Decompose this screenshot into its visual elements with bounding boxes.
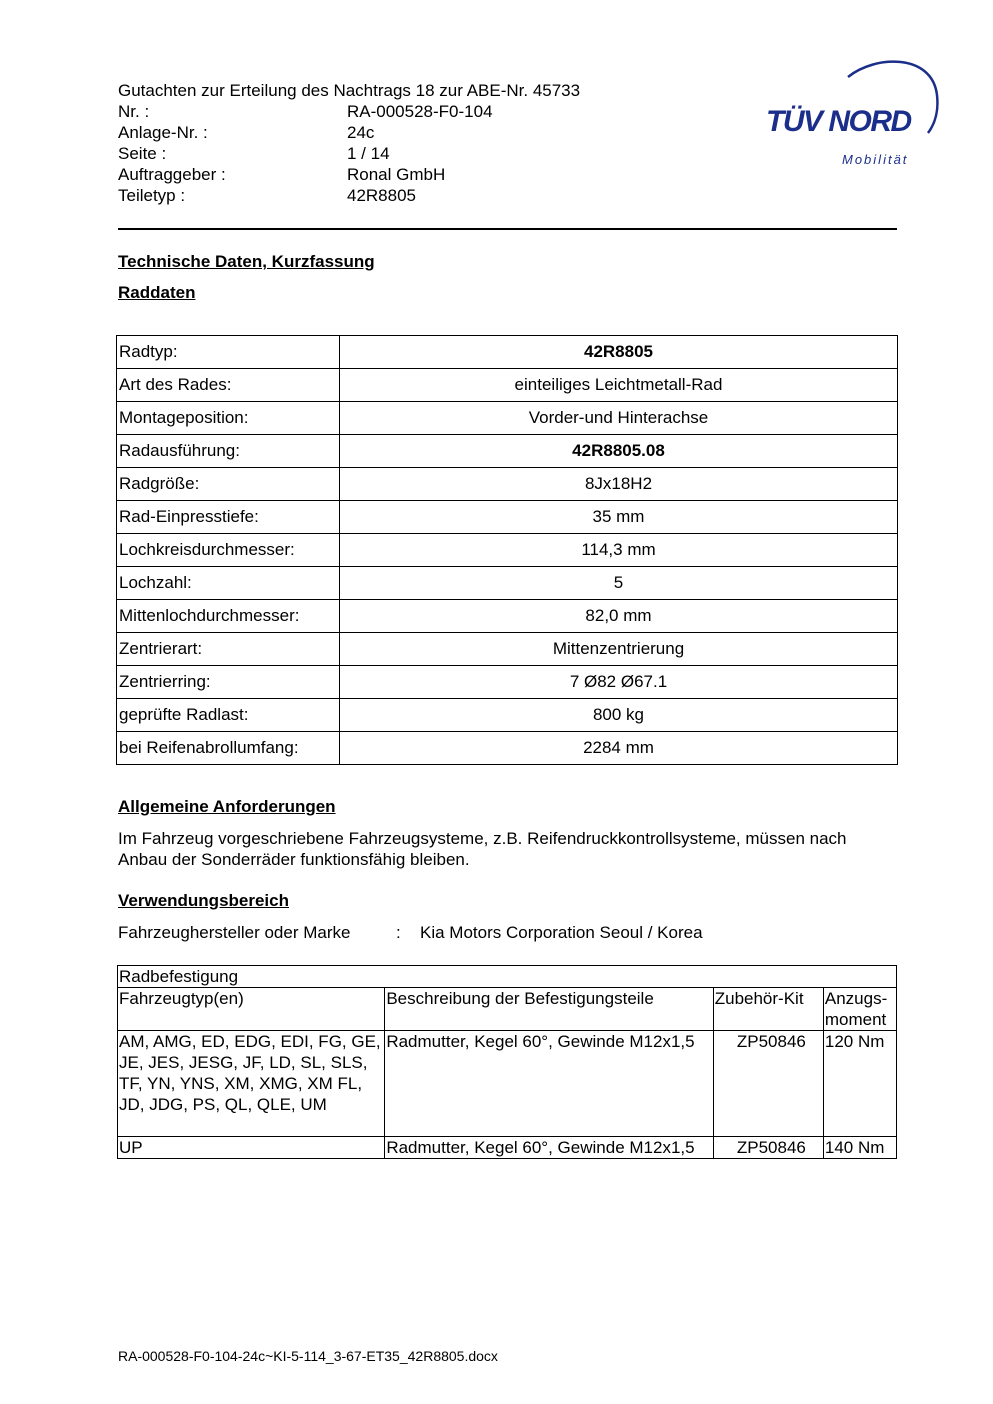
header-label: Teiletyp : [118, 186, 186, 205]
wheel-data-label: Mittenlochdurchmesser: [117, 600, 340, 633]
fixing-title: Radbefestigung [118, 966, 897, 988]
wheel-data-row [117, 699, 898, 732]
tuv-nord-logo [760, 55, 950, 175]
vehicle-maker-line [118, 923, 703, 943]
header-divider [118, 228, 897, 230]
header-label: Auftraggeber : [118, 165, 226, 184]
header-value: Ronal GmbH [347, 165, 446, 184]
wheel-data-row [117, 369, 898, 402]
wheel-data-value: einteiliges Leichtmetall-Rad [340, 369, 898, 402]
wheel-data-heading: Raddaten [118, 283, 196, 302]
general-requirements-text: Im Fahrzeug vorgeschriebene Fahrzeugsysteme, z.B. Reifendruckkontrollsysteme, müssen nach Anbau der Sonderräder funktionsfähig bleiben. [118, 829, 847, 869]
header-value: RA-000528-F0-104 [347, 102, 493, 121]
wheel-data-row [117, 468, 898, 501]
wheel-data-row [117, 567, 898, 600]
header-label: Seite : [118, 144, 167, 163]
fixing-vehicle-types: AM, AMG, ED, EDG, EDI, FG, GE, JE, JES, JESG, JF, LD, SL, SLS, TF, YN, YNS, XM, XMG, XM FL, JD, JDG, PS, QL, QLE, UM [118, 1031, 385, 1137]
header-row-teiletyp [118, 185, 580, 206]
maker-separator: : [396, 923, 401, 942]
header-row-auftraggeber [118, 164, 580, 185]
fixing-description: Radmutter, Kegel 60°, Gewinde M12x1,5 [385, 1137, 713, 1159]
wheel-data-row [117, 402, 898, 435]
wheel-data-row [117, 435, 898, 468]
fixing-title-row [118, 966, 897, 988]
fixing-torque: 140 Nm [823, 1137, 896, 1159]
header-value: 24c [347, 123, 375, 142]
wheel-data-label: Lochzahl: [117, 567, 340, 600]
fixing-row [118, 1137, 897, 1159]
wheel-data-table [116, 335, 898, 765]
wheel-data-label: Radtyp: [117, 336, 340, 369]
wheel-data-value: 5 [340, 567, 898, 600]
maker-value: Kia Motors Corporation Seoul / Korea [420, 923, 703, 942]
wheel-data-value: 800 kg [340, 699, 898, 732]
wheel-data-row [117, 336, 898, 369]
header-value: 1 / 14 [347, 144, 390, 163]
header-label: Anlage-Nr. : [118, 123, 208, 142]
wheel-data-row [117, 633, 898, 666]
wheel-data-value: 8Jx18H2 [340, 468, 898, 501]
wheel-data-value: 2284 mm [340, 732, 898, 765]
header-row-anlage [118, 122, 580, 143]
wheel-data-row [117, 501, 898, 534]
wheel-data-value: 7 Ø82 Ø67.1 [340, 666, 898, 699]
maker-label: Fahrzeughersteller oder Marke [118, 923, 351, 942]
header-description: Beschreibung der Befestigungsteile [385, 988, 713, 1031]
logo-brand: TÜV NORD [766, 105, 911, 138]
logo-subtitle: Mobilität [842, 152, 909, 167]
document-header [118, 80, 580, 206]
fixing-row [118, 1031, 897, 1137]
wheel-data-label: geprüfte Radlast: [117, 699, 340, 732]
footer-filename: RA-000528-F0-104-24c~KI-5-114_3-67-ET35_42R8805.docx [118, 1348, 498, 1364]
wheel-data-label: Lochkreisdurchmesser: [117, 534, 340, 567]
header-label: Nr. : [118, 102, 150, 121]
wheel-data-value: 114,3 mm [340, 534, 898, 567]
wheel-data-label: Montageposition: [117, 402, 340, 435]
general-requirements-heading: Allgemeine Anforderungen [118, 797, 336, 816]
wheel-data-value: 82,0 mm [340, 600, 898, 633]
wheel-data-value: Vorder-und Hinterachse [340, 402, 898, 435]
wheel-data-value: 42R8805 [340, 336, 898, 369]
wheel-data-label: Zentrierring: [117, 666, 340, 699]
wheel-data-label: bei Reifenabrollumfang: [117, 732, 340, 765]
fixing-kit: ZP50846 [713, 1137, 823, 1159]
wheel-data-label: Zentrierart: [117, 633, 340, 666]
wheel-data-row [117, 600, 898, 633]
wheel-data-row [117, 666, 898, 699]
report-title: Gutachten zur Erteilung des Nachtrags 18 zur ABE-Nr. 45733 [118, 81, 581, 100]
fixing-vehicle-types: UP [118, 1137, 385, 1159]
wheel-fixing-table [117, 965, 897, 1159]
technical-data-heading: Technische Daten, Kurzfassung [118, 252, 375, 271]
header-row-nr [118, 101, 580, 122]
fixing-torque: 120 Nm [823, 1031, 896, 1137]
header-vehicle-types: Fahrzeugtyp(en) [118, 988, 385, 1031]
wheel-data-label: Art des Rades: [117, 369, 340, 402]
wheel-data-value: 35 mm [340, 501, 898, 534]
header-row-seite [118, 143, 580, 164]
wheel-data-value: 42R8805.08 [340, 435, 898, 468]
wheel-data-row [117, 534, 898, 567]
usage-heading: Verwendungsbereich [118, 891, 289, 910]
header-torque: Anzugs- moment [823, 988, 896, 1031]
wheel-data-label: Radgröße: [117, 468, 340, 501]
wheel-data-row [117, 732, 898, 765]
header-value: 42R8805 [347, 186, 417, 205]
fixing-kit: ZP50846 [713, 1031, 823, 1137]
wheel-data-label: Radausführung: [117, 435, 340, 468]
header-kit: Zubehör-Kit [713, 988, 823, 1031]
fixing-header-row [118, 988, 897, 1031]
fixing-description: Radmutter, Kegel 60°, Gewinde M12x1,5 [385, 1031, 713, 1137]
wheel-data-value: Mittenzentrierung [340, 633, 898, 666]
wheel-data-label: Rad-Einpresstiefe: [117, 501, 340, 534]
